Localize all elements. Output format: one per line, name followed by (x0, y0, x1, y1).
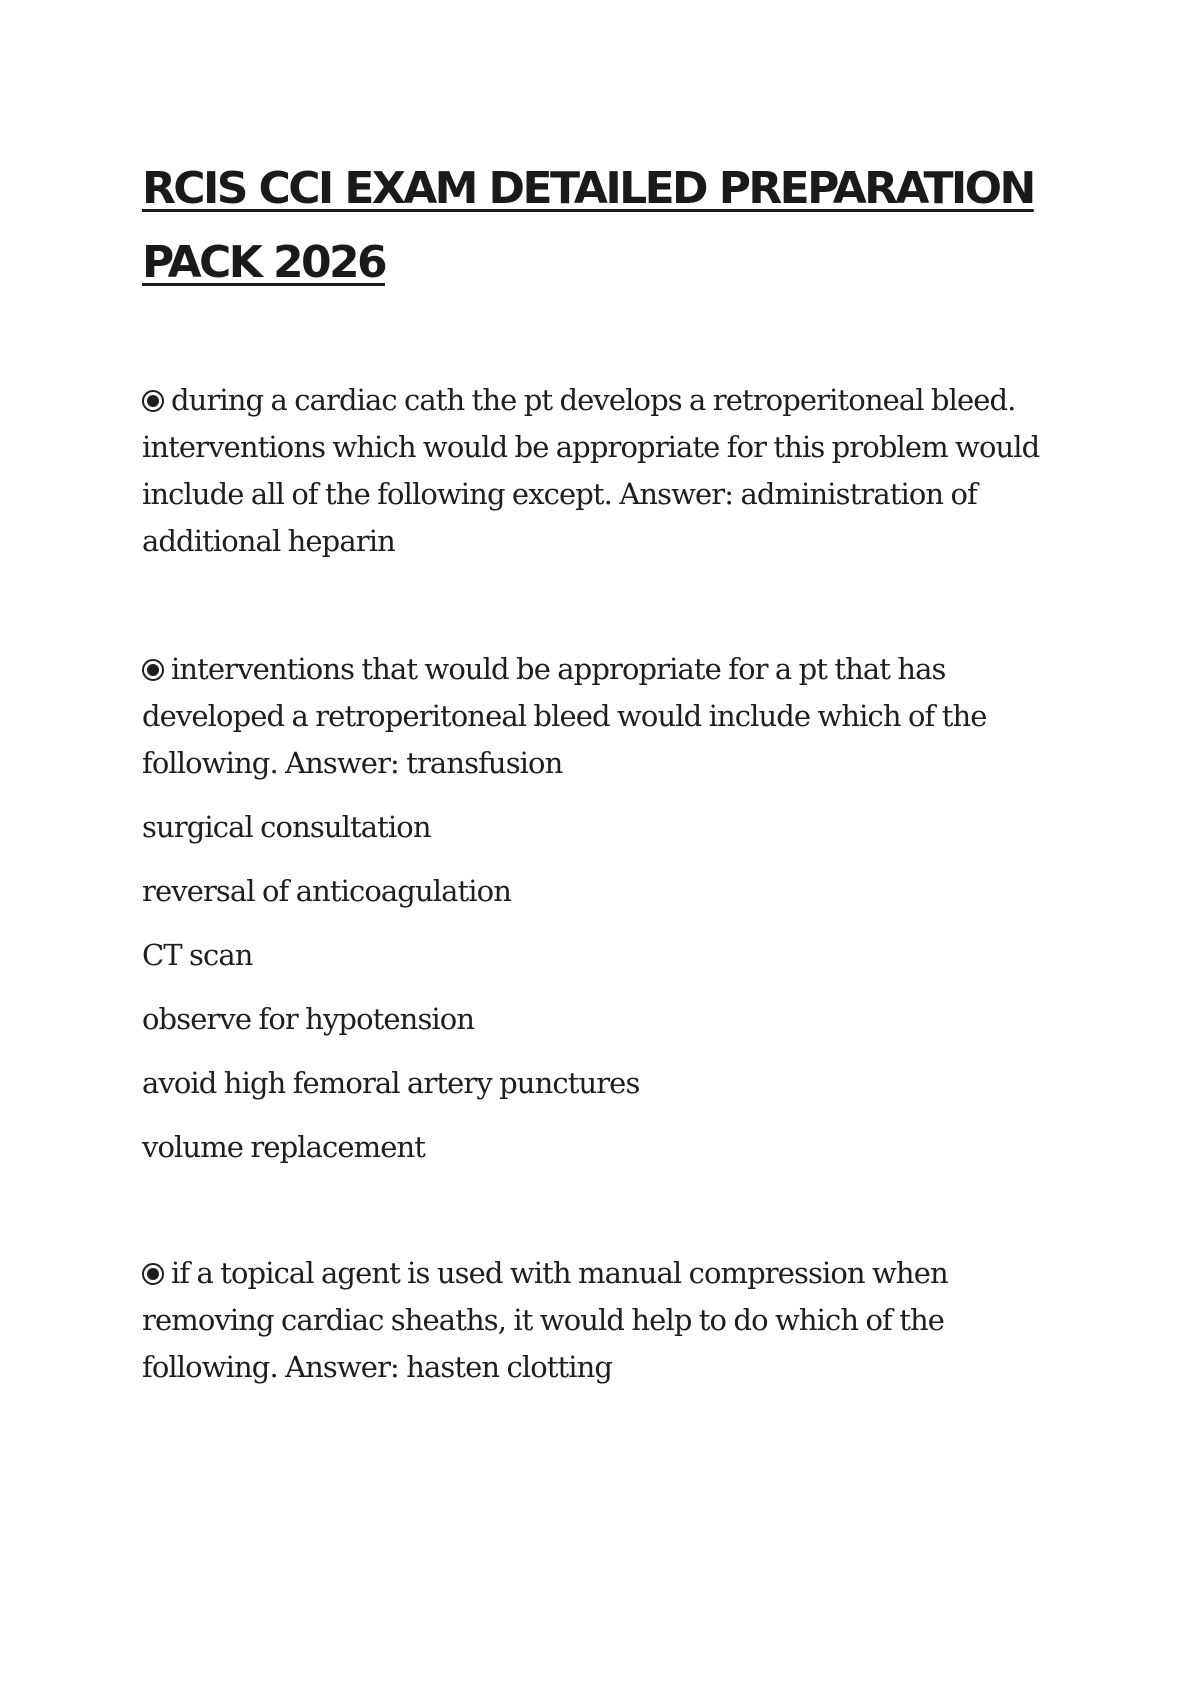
question-text-1: during a cardiac cath the pt develops a retroperitoneal bleed. interventions which would be appropriate for this problem would include all of the following except. Answer: administration of additional heparin (142, 383, 1040, 558)
radio-bullet-icon (142, 659, 164, 681)
additional-answers-list (142, 804, 639, 1188)
answer-list-item: volume replacement (142, 1130, 426, 1164)
question-item-2 (142, 646, 1082, 787)
answer-list-item: avoid high femoral artery punctures (142, 1066, 640, 1100)
answer-list-item: observe for hypotension (142, 1002, 475, 1036)
question-item-1 (142, 377, 1082, 565)
question-text-2: interventions that would be appropriate for a pt that has developed a retroperitoneal bleed would include which of the following. Answer: transfusion (142, 652, 987, 780)
radio-bullet-icon (142, 390, 164, 412)
document-title: RCIS CCI EXAM DETAILED PREPARATION PACK 2026 (142, 163, 1034, 288)
question-text-3: if a topical agent is used with manual compression when removing cardiac sheaths, it would help to do which of the following. Answer: hasten clotting (142, 1256, 948, 1384)
question-item-3 (142, 1250, 1082, 1391)
answer-list-item: CT scan (142, 938, 253, 972)
radio-bullet-icon (142, 1263, 164, 1285)
answer-list-item: surgical consultation (142, 810, 431, 844)
answer-list-item: reversal of anticoagulation (142, 874, 511, 908)
